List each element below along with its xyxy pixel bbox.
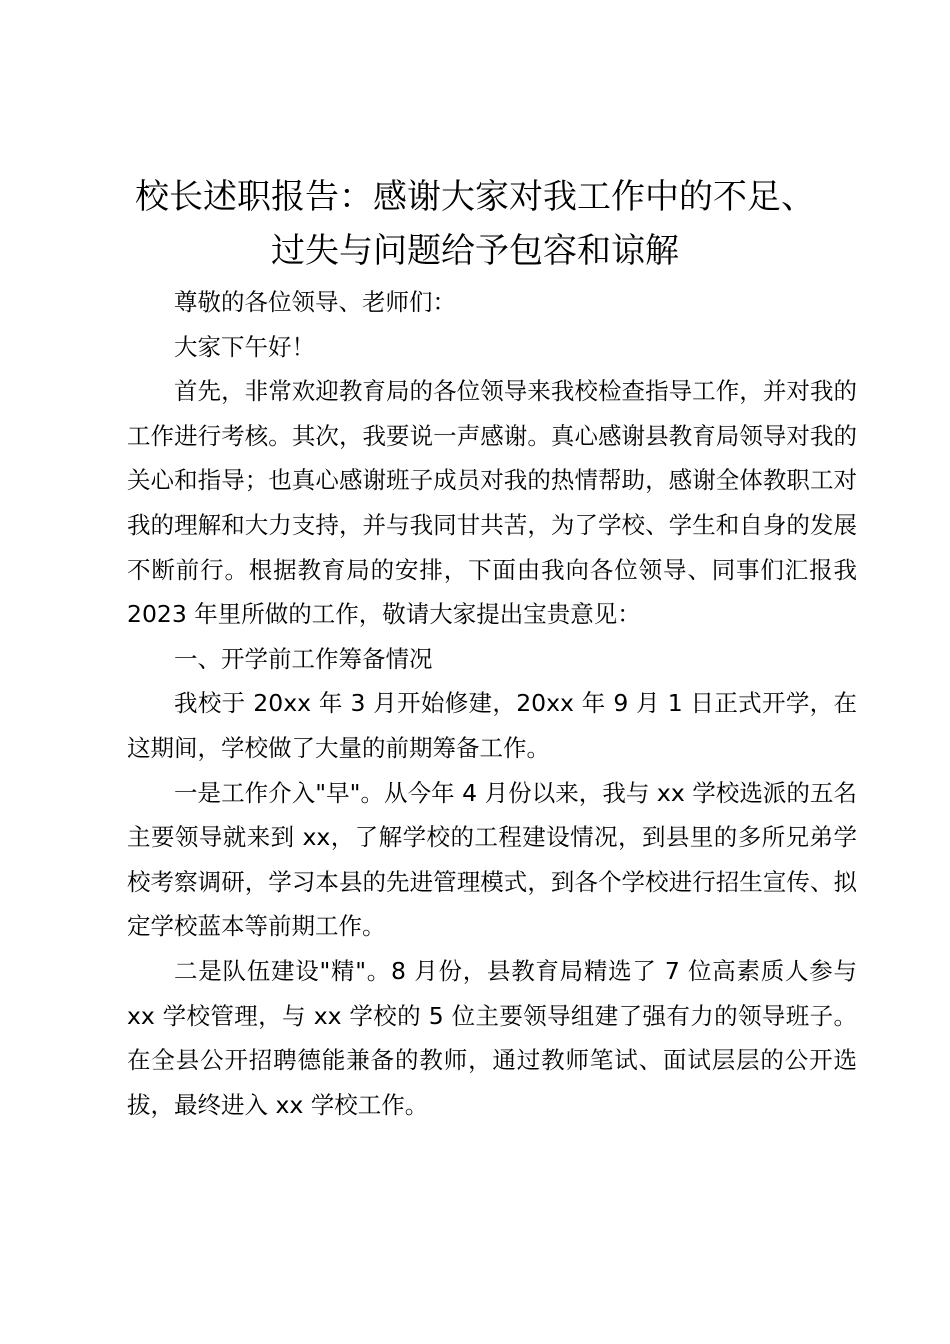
title-line-2: 过失与问题给予包容和谅解 [271, 231, 679, 271]
paragraph-point-1: 一是工作介入"早"。从今年 4 月份以来，我与 xx 学校选派的五名主要领导就来到 xx，了解学校的工程建设情况，到县里的多所兄弟学校考察调研，学习本县的先进管理模式，到各个学校进行招生宣传、拟定学校蓝本等前期工作。 [127, 778, 857, 941]
paragraph-construction: 我校于 20xx 年 3 月开始修建，20xx 年 9 月 1 日正式开学，在这期间，学校做了大量的前期筹备工作。 [127, 689, 857, 762]
document-title [100, 170, 850, 278]
paragraph-point-2: 二是队伍建设"精"。8 月份，县教育局精选了 7 位高素质人参与 xx 学校管理，与 xx 学校的 5 位主要领导组建了强有力的领导班子。在全县公开招聘德能兼备的教师，通过教师笔试、面试层层的公开选拔，最终进入 xx 学校工作。 [127, 956, 857, 1119]
section-heading-1: 一、开学前工作筹备情况 [174, 644, 433, 673]
document-body [127, 280, 857, 1127]
paragraph-intro: 首先，非常欢迎教育局的各位领导来我校检查指导工作，并对我的工作进行考核。其次，我要说一声感谢。真心感谢县教育局领导对我的关心和指导；也真心感谢班子成员对我的热情帮助，感谢全体教职工对我的理解和大力支持，并与我同甘共苦，为了学校、学生和自身的发展不断前行。根据教育局的安排，下面由我向各位领导、同事们汇报我 2023 年里所做的工作，敬请大家提出宝贵意见： [127, 377, 857, 629]
salutation: 尊敬的各位领导、老师们： [174, 288, 456, 316]
greeting: 大家下午好！ [174, 332, 315, 361]
title-line-1: 校长述职报告：感谢大家对我工作中的不足、 [135, 177, 815, 217]
